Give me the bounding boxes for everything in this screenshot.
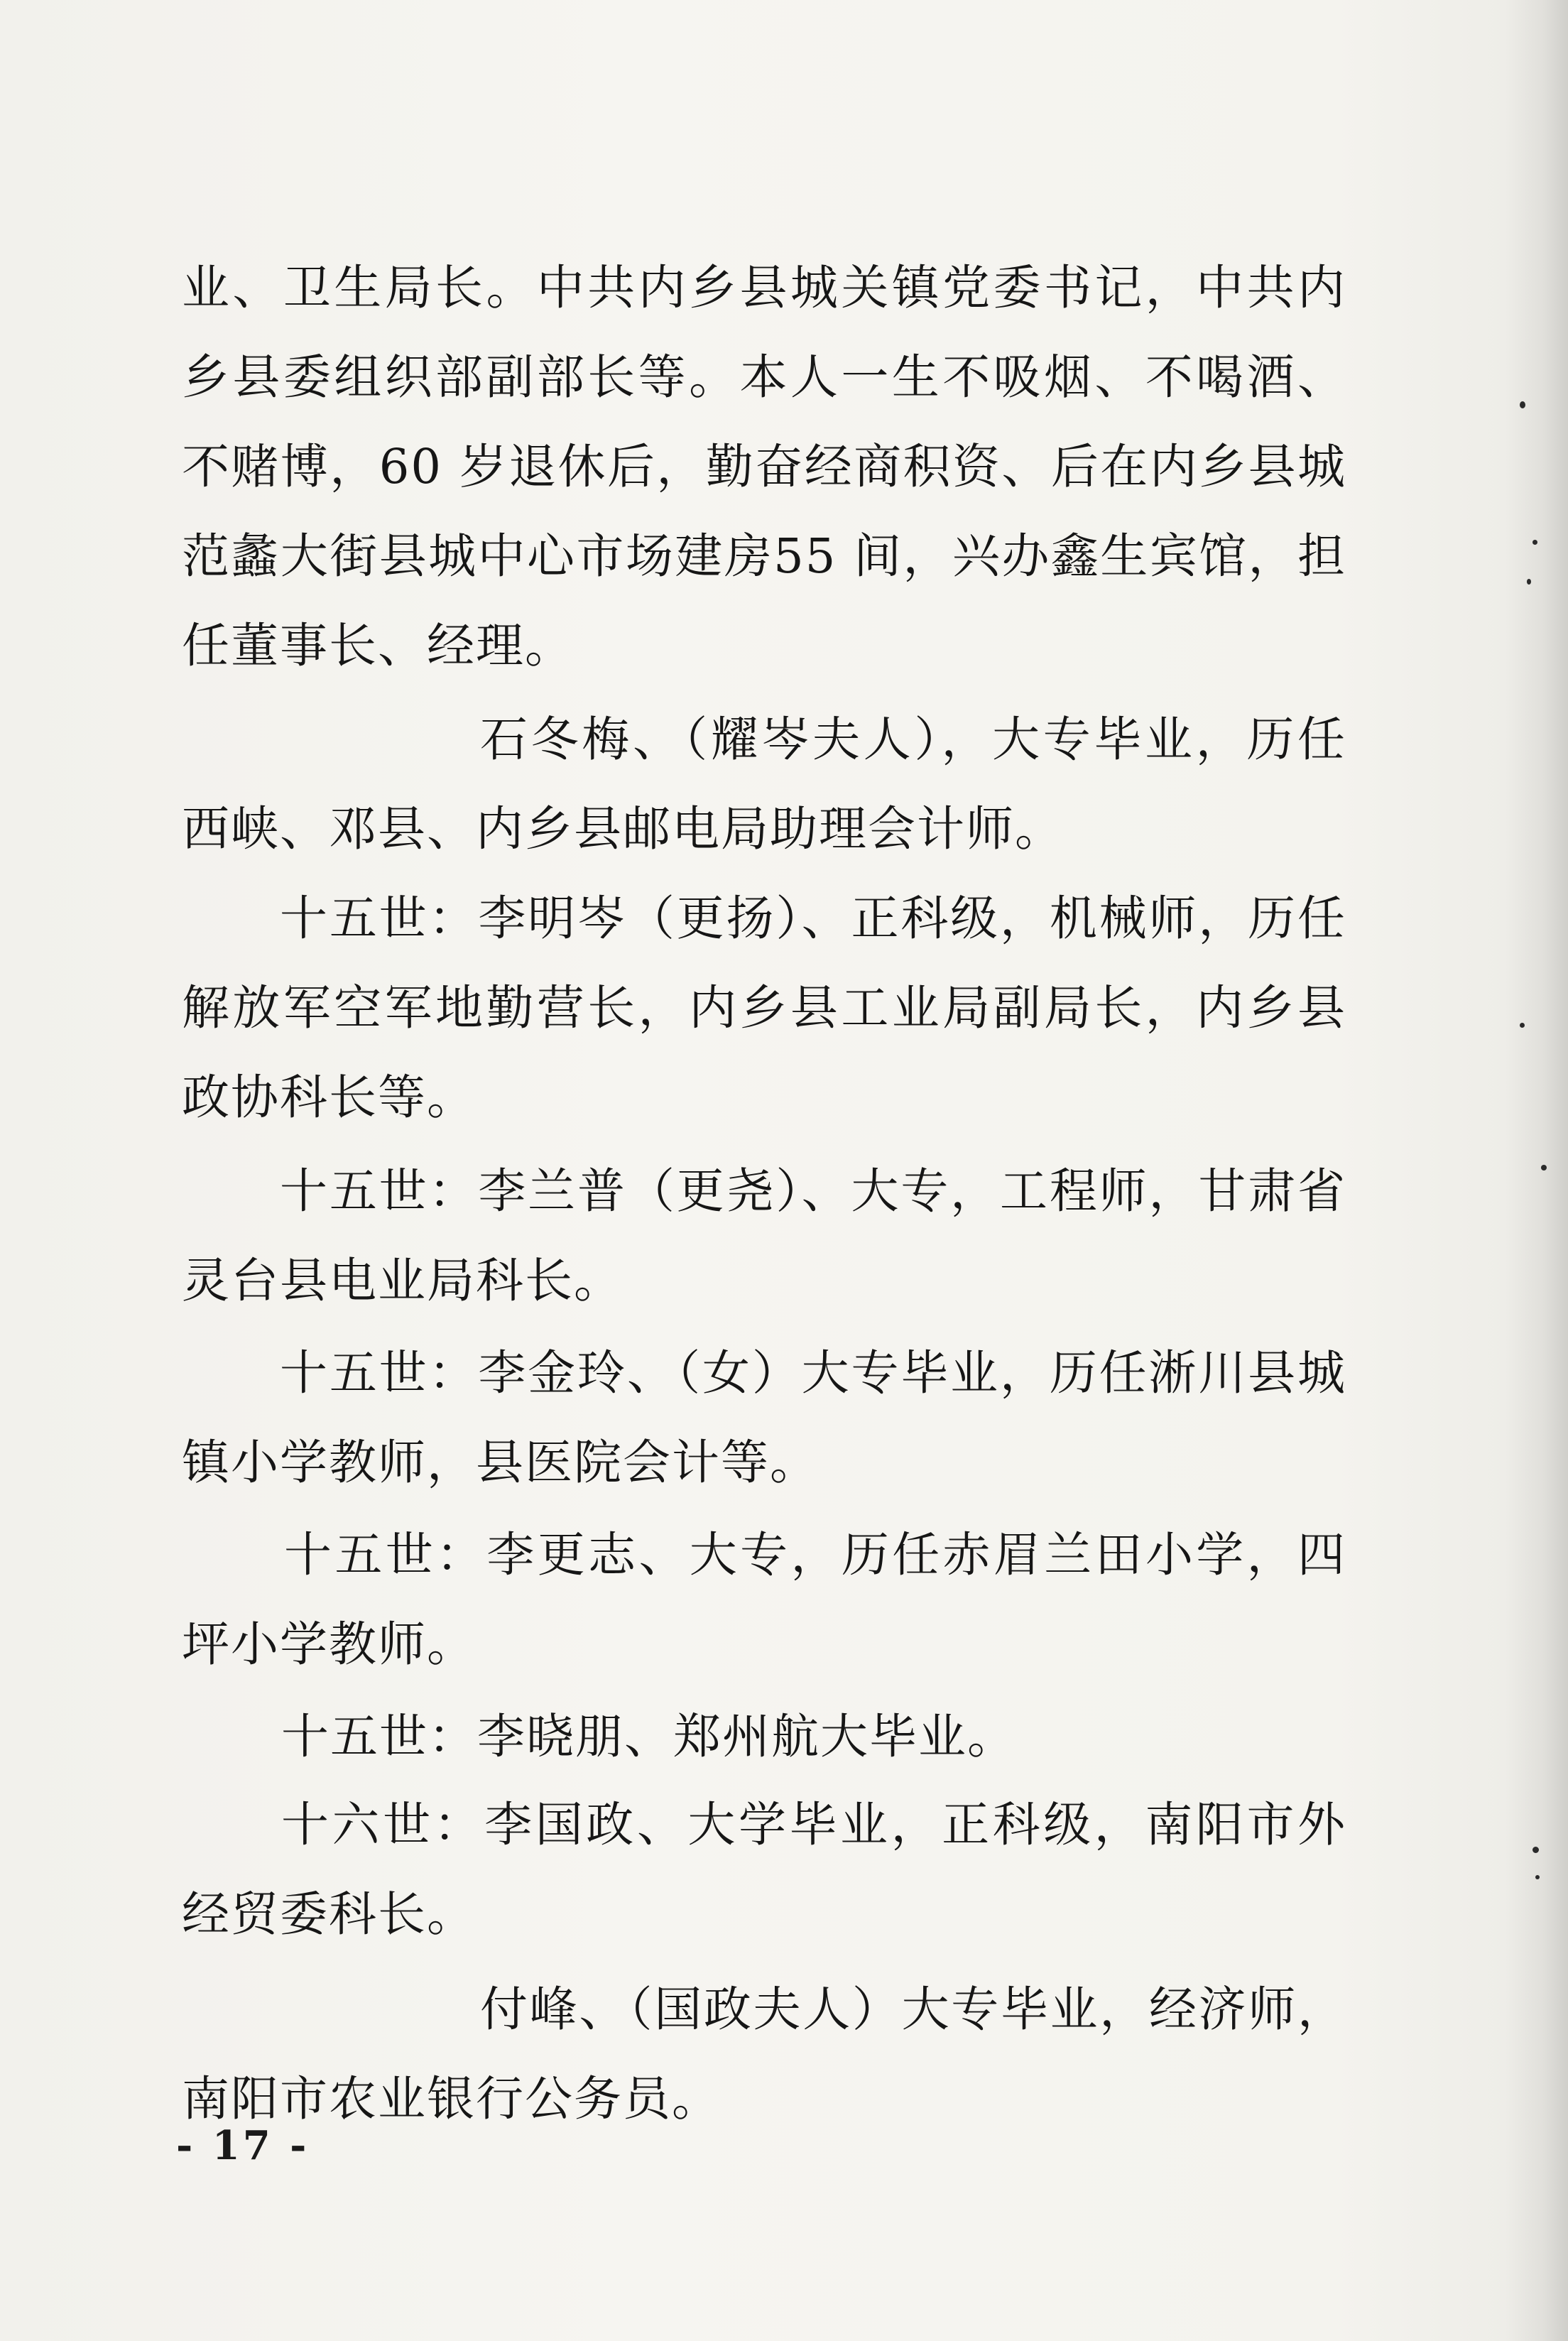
page-number: - 17 - xyxy=(176,2122,310,2169)
text-line-8: 十五世：李明岑（更扬）、正科级，机械师，历任 xyxy=(280,891,1346,946)
text-line-1: 业、卫生局长。中共内乡县城关镇党委书记，中共内 xyxy=(182,260,1346,315)
scan-speck xyxy=(1535,1875,1540,1879)
scan-speck xyxy=(1541,1165,1547,1170)
text-line-21: 南阳市农业银行公务员。 xyxy=(182,2071,721,2127)
text-line-6: 石冬梅、（耀岑夫人），大专毕业，历任 xyxy=(480,712,1346,767)
scan-speck xyxy=(1532,1847,1539,1853)
text-line-11: 十五世：李兰普（更尧）、大专，工程师，甘肃省 xyxy=(280,1163,1346,1219)
text-line-20: 付峰、（国政夫人）大专毕业，经济师， xyxy=(480,1982,1346,2037)
text-line-10: 政协科长等。 xyxy=(182,1070,476,1125)
text-line-12: 灵台县电业局科长。 xyxy=(182,1253,623,1308)
text-line-19: 经贸委科长。 xyxy=(182,1886,476,1942)
text-line-3: 不赌博，60 岁退休后，勤奋经商积资、后在内乡县城 xyxy=(182,439,1346,494)
text-line-4: 范蠡大街县城中心市场建房55 间，兴办鑫生宾馆，担 xyxy=(182,528,1346,584)
text-line-18: 十六世：李国政、大学毕业，正科级，南阳市外 xyxy=(281,1797,1346,1852)
scan-speck xyxy=(1527,579,1531,585)
scan-speck xyxy=(1520,401,1525,408)
text-line-14: 镇小学教师，县医院会计等。 xyxy=(182,1435,819,1490)
text-line-15: 十五世：李更志、大专，历任赤眉兰田小学，四 xyxy=(284,1527,1346,1582)
text-line-17: 十五世：李晓朋、郑州航大毕业。 xyxy=(281,1709,1016,1764)
text-line-16: 坪小学教师。 xyxy=(182,1617,476,1672)
scan-speck xyxy=(1532,540,1537,545)
text-line-9: 解放军空军地勤营长，内乡县工业局副局长，内乡县 xyxy=(182,980,1346,1036)
text-line-13: 十五世：李金玲、（女）大专毕业，历任淅川县城 xyxy=(280,1345,1346,1401)
text-line-2: 乡县委组织部副部长等。本人一生不吸烟、不喝酒、 xyxy=(182,349,1346,405)
scan-speck xyxy=(1520,1023,1525,1028)
text-line-7: 西峡、邓县、内乡县邮电局助理会计师。 xyxy=(182,801,1064,857)
page-edge-shadow xyxy=(1504,0,1568,2341)
text-line-5: 任董事长、经理。 xyxy=(182,618,574,673)
